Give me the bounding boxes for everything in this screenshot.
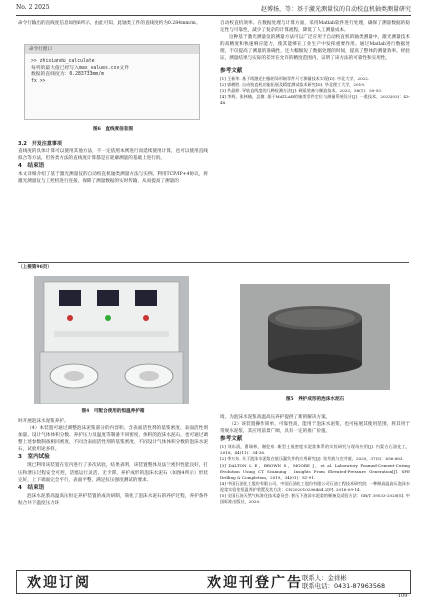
references-heading: 参考文献 <box>220 436 243 443</box>
ad-contact <box>302 574 385 590</box>
paragraph: 境，为泡沫水泥浆高温高压养护提供了新的解决方案。 <box>220 415 331 420</box>
paragraph: 时开展泡沫水泥浆养护。 <box>18 419 69 424</box>
right-column-top <box>220 20 410 106</box>
paragraph: 泡沫水泥浆高温高压恒定养护装置的成功研制，简化了泡沫水泥石的养护过程，养护条件贴合井下温度压力环 <box>18 493 208 506</box>
ad-advertise-text: 欢迎刊登广告 <box>207 575 303 591</box>
curing-box-illustration <box>34 276 189 404</box>
ad-contact-phone: 联系电话：0431-87963568 <box>302 582 386 590</box>
page-number: ·109· <box>396 593 409 599</box>
code-line: 每列的最大值已经写入max_values.csv文件 <box>31 65 129 71</box>
paragraph: 自动校直机效率。在数据处理与计算方面，采用Matlab软件进行处理，确保了测量数据的稳定性与可靠性，减少了复杂的计算流程，降低了人工测量成本。 <box>220 21 410 34</box>
foam-cement-photo <box>240 284 390 390</box>
subscription-ad-banner <box>16 570 411 594</box>
foam-cement-illustration <box>240 284 390 390</box>
reference-item: [1] 刘东清，曹瑞林，谢伦泉. 新型土低密度水泥浆体系的实验研究与现场应用[J]. 内蒙古石油化工，2018，44(11)：34-36. <box>220 444 410 456</box>
issue-label: No. 2 2025 <box>16 4 50 11</box>
left-column-top-2 <box>18 126 208 185</box>
section-heading: 3.2 开发注意事项 <box>18 141 62 147</box>
ad-contact-name: 联系人：金祥彬 <box>302 574 347 582</box>
continuation-note: （上接第96页） <box>18 265 52 270</box>
section-heading: 4 结束语 <box>18 484 45 491</box>
section-heading: 3 室内试验 <box>18 454 50 461</box>
paragraph: 命令行输出的直线度信息如图6所示，由此可知，此轴类工件的直线度约为0.284mm/m。 <box>18 21 201 26</box>
figure-caption: 图6 直线度信息图 <box>93 127 133 132</box>
paragraph: 现已利用该装置在室内进行了多次试验，结果表明，该装置整体及法兰密封性能良好，打压和泄压过程安全可控，活塞运行灵活，无卡滞，养护成形的泡沫水泥石（如图4所示）形状完好，上下端面完全平行，表面平整，满足抗压强度测试的要求。 <box>18 463 208 483</box>
code-line: 数据的直线度为：0.283733mm/m <box>31 72 105 77</box>
paragraph: 这种基于激光测量仪的测量方法可以广泛应用于自动校直机的轴类测量中。激光测量技术的高精度和快速响应能力，使其能够在工业生产中发挥重要作用。通过Matlab进行数据处理，不仅提高了测量的准确性，还大幅缩短了数据处理的时间，提高了整体的测量效率。经验证，测量结果与实际的差异在允许的精度范围内，证明了该方法的可靠性和实用性。 <box>220 35 410 62</box>
code-line: >> zhixiandu_calculate <box>31 59 95 64</box>
code-line: fx >> <box>31 78 46 84</box>
reference-item: [4] 李辉，张林楠，总黎. 基于MATLAB的轴类零件定位与测量系统设计[J]. 一重技术，2023(03)：43-48. <box>220 93 410 105</box>
reference-item: [2] 李万东. 关于泡沫水泥浆在低压漏失井的应用研究[J]. 钻井液与完井液，2020，37(5)：656-663. <box>220 456 404 462</box>
figure-caption: 图5 养护成形的泡沫水泥石 <box>285 397 345 402</box>
reference-item: [5] 全国石油天然气标准化技术委员会. 套压下泡沫水泥浆的制备及试验方法：GB/T 39533-2020[S]. 中国标准出版社，2020. <box>220 493 410 505</box>
paragraph: （2）该装置操作简单，可靠性高，能用于泡沫水泥浆，也可拓展其使用范围，将其用于常规水泥浆，其应用前景广阔，具有一定的推广价值。 <box>220 422 410 435</box>
left-column-top <box>18 20 208 27</box>
right-column-bottom <box>220 414 410 505</box>
figure-caption: 图4 可配合使用的恒温养护箱 <box>81 409 145 414</box>
ad-subscribe-text: 欢迎订阅 <box>27 575 91 591</box>
running-title: 赵博扬，等：基于激光测量仪的自动校直机轴类测量研究 <box>260 6 411 13</box>
paragraph: 直线度的具体计算可以使用其他方法，不一定依照本例进行而延续使用计算，也可以使用直线拟合等方法，但各类方法的直线度计算都是在轮廓测量的基础上进行的。 <box>18 149 208 162</box>
divider <box>18 262 409 263</box>
curing-box-photo <box>34 276 189 404</box>
command-window-figure <box>24 44 200 120</box>
section-heading: 4 结束语 <box>18 163 45 170</box>
paragraph: （4）本装置可通过调整泡沫泥浆部分的内容积、含表面活性剂的基浆密度、表面活性剂加量、设计气体体积分数、养护压力及温度等制备不同密度、体积的泡沫水泥石，也可通过调整上述参数制备相同密度、不同含表面活性剂的基浆密度、不同设计气体体积分数的泡沫水泥石，试验用途多样。 <box>18 426 208 453</box>
reference-item: [2] 郭鹤胜. 自动校直机功能拓展及精度测试技术研究[D]. 华北理工大学，2019. <box>220 81 366 87</box>
running-header <box>16 4 411 16</box>
left-column-bottom <box>18 418 208 507</box>
reference-item: [1] 王新华. 基于线激光扫描的异形轴零件尺寸测量技术实现[D]. 中北大学，2022. <box>220 75 370 81</box>
paragraph: 本文详细介绍了基于激光测量仪的自动校直机轴类测量方法与实例。利用TCP/IP+4协议，将激光测量仪与工控机进行连接，保障了测量数据的实时传输，从而提高了测量的 <box>18 172 208 185</box>
reference-item: [4] 中国石油化工股份有限公司，中国石油化工股份有限公司石油工程技术研究院. 一种耐高温高压泡沫水泥浆实验室恒温养护装置及其方法：CN202010206464.2[P]. 2016-09-14. <box>220 480 410 492</box>
reference-item: [3] DALTON L E，BROWN S，MOORE J，et al. Laboratory Foamed-Cement-Curing Evolution Using CT Scanning：Insights From Elevated-Pressure Generation[J]. SPE Drilling & Completion，2019，34(01)：81-91. <box>220 462 410 480</box>
references-heading: 参考文献 <box>220 67 243 74</box>
reference-item: [3] 共晶婷. 导轨直线度的几种检测方法[J]. 硬质装备与制造技术，2023，58(1)：50-53. <box>220 87 383 93</box>
command-window-title: 命令行窗口 <box>25 45 199 54</box>
